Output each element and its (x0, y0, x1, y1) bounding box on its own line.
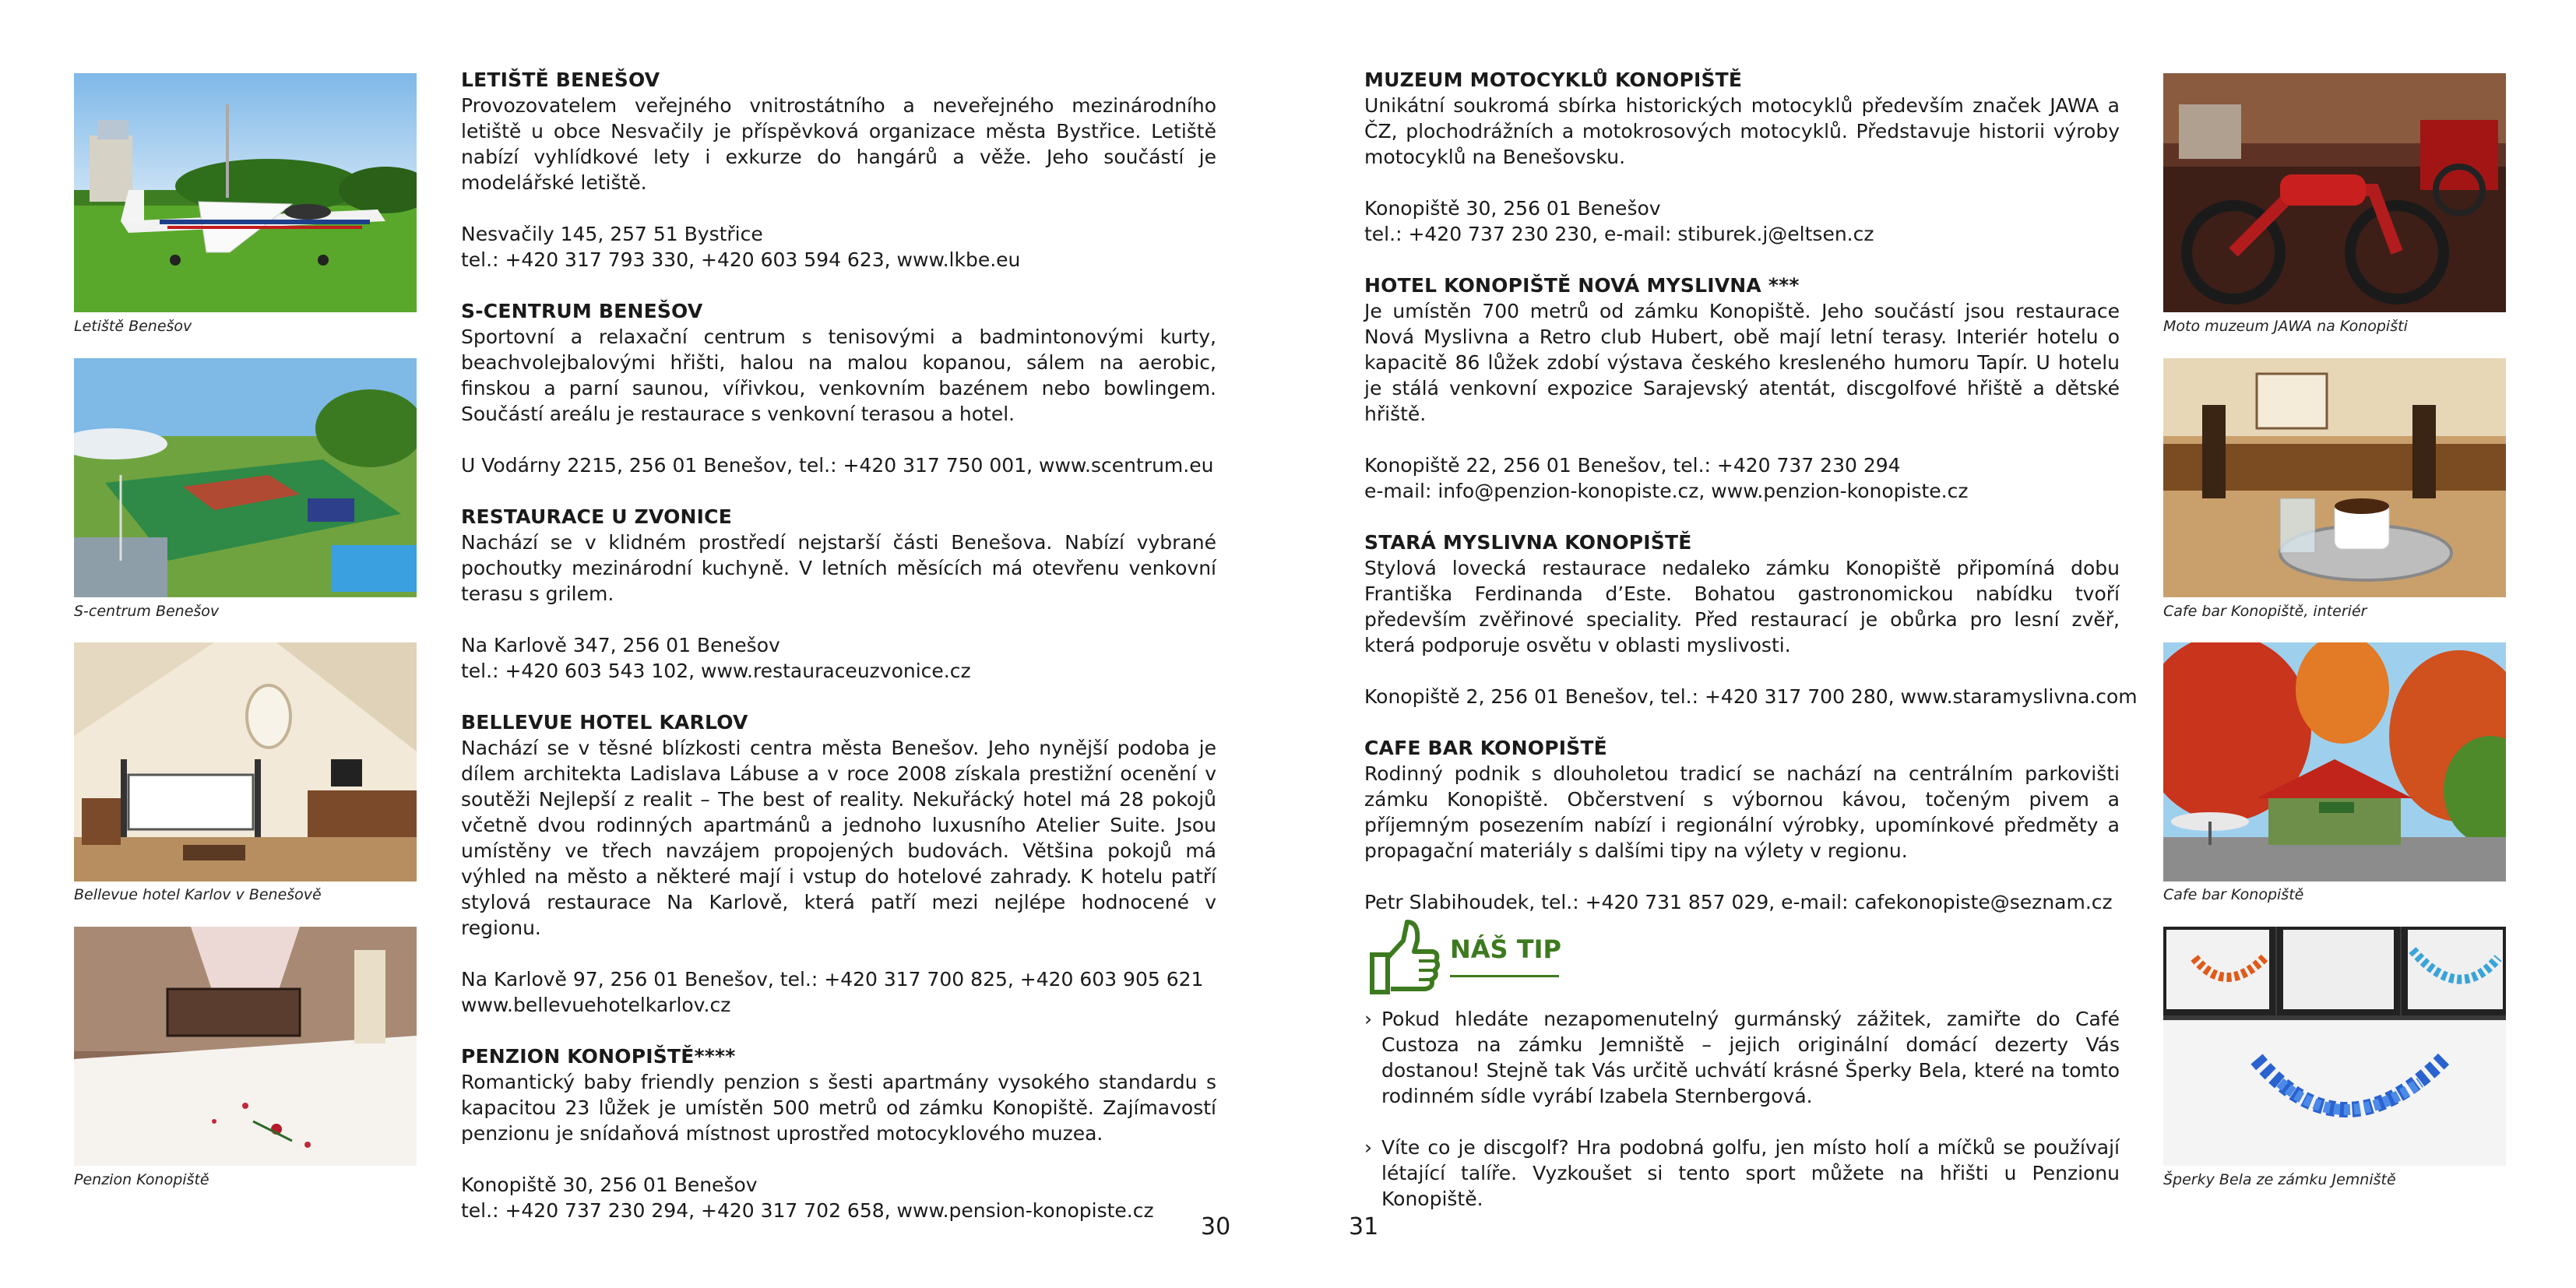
entry-s-centrum (461, 298, 1216, 478)
contact-line: tel.: +420 317 793 330, +420 603 594 623, www.lkbe.eu (461, 248, 1021, 271)
bedroom-photo (74, 927, 417, 1166)
tip-item (1364, 1135, 2120, 1212)
page-number-right: 31 (1349, 1213, 1379, 1240)
entry-contact (1364, 684, 2138, 709)
thumbs-up-icon (1364, 917, 1442, 995)
tip-item (1364, 1006, 2120, 1109)
tip-title: NÁŠ TIP (1450, 934, 1561, 964)
photo-caption: Bellevue hotel Karlov v Benešově (74, 886, 322, 903)
photo-caption: Moto muzeum JAWA na Konopišti (2163, 318, 2408, 335)
entry-stara-myslivna (1364, 530, 2138, 709)
contact-line: Konopiště 30, 256 01 Benešov (1364, 197, 1661, 220)
entry-description: Nachází se v klidném prostředí nejstarší části Benešova. Nabízí vybrané pochoutky mezinárodní kuchyně. V letních měsících má otevřenu venkovní terasu s grilem. (461, 531, 1216, 605)
entry-description: Je umístěn 700 metrů od zámku Konopiště. Jeho součástí jsou restaurace Nová Myslivna a Retro club Hubert, obě mají letní terasy. Interiér hotelu o kapacitě 86 lůžek zdobí výstava českého kresleného humoru Tapír. U hotelu je stálá venkovní expozice Sarajevský atentát, discgolfové hřiště a dětské hřiště. (1364, 300, 2120, 425)
chevron-right-icon: › (1364, 1008, 1372, 1030)
cafe-exterior-photo (2163, 642, 2506, 882)
tip-list (1364, 1006, 2120, 1237)
contact-line: www.bellevuehotelkarlov.cz (461, 994, 731, 1016)
entry-title: PENZION KONOPIŠTĚ**** (461, 1045, 736, 1068)
left-text-column (461, 67, 1216, 1249)
motorcycle-museum-photo (2163, 73, 2506, 312)
photo-caption: Penzion Konopiště (74, 1171, 209, 1188)
entry-contact (461, 221, 1216, 273)
entry-title: BELLEVUE HOTEL KARLOV (461, 711, 748, 734)
chevron-right-icon: › (1364, 1136, 1372, 1159)
contact-line: Konopiště 2, 256 01 Benešov, tel.: +420 317 700 280, www.staramyslivna.com (1364, 685, 2138, 708)
entry-contact (1364, 452, 2120, 504)
entry-muzeum-motocyklu (1364, 67, 2120, 247)
entry-title: LETIŠTĚ BENEŠOV (461, 69, 660, 91)
cafe-interior-photo (2163, 358, 2506, 597)
entry-contact (461, 966, 1216, 1018)
entry-contact (1364, 889, 2120, 915)
right-text-column (1364, 67, 2138, 941)
entry-title: S-CENTRUM BENEŠOV (461, 300, 703, 322)
photo-caption: Šperky Bela ze zámku Jemniště (2163, 1171, 2396, 1188)
contact-line: Na Karlově 347, 256 01 Benešov (461, 634, 780, 656)
tip-text: Pokud hledáte nezapomenutelný gurmánský zážitek, zamiřte do Café Custoza na zámku Jemniště – jejich originální domácí dezerty Vás dostanou! Stejně tak Vás určitě uchvátí krásné Šperky Bela, které na tomto rodinném sídle vyrábí Izabela Sternbergová. (1381, 1008, 2120, 1107)
entry-title: CAFE BAR KONOPIŠTĚ (1364, 737, 1607, 759)
entry-contact (1364, 195, 2120, 247)
contact-line: e-mail: info@penzion-konopiste.cz, www.penzion-konopiste.cz (1364, 480, 1969, 502)
contact-line: tel.: +420 737 230 294, +420 317 702 658, www.pension-konopiste.cz (461, 1199, 1154, 1222)
entry-penzion-konopiste (461, 1043, 1216, 1223)
entry-title: HOTEL KONOPIŠTĚ NOVÁ MYSLIVNA *** (1364, 274, 1800, 297)
contact-line: Na Karlově 97, 256 01 Benešov, tel.: +420 317 700 825, +420 603 905 621 (461, 968, 1204, 991)
entry-contact (461, 632, 1216, 684)
page-number-left: 30 (1201, 1213, 1231, 1240)
sports-centre-photo (74, 358, 417, 597)
entry-cafe-bar (1364, 735, 2120, 915)
contact-line: tel.: +420 603 543 102, www.restauraceuzvonice.cz (461, 660, 971, 682)
photo-caption: Cafe bar Konopiště, interiér (2163, 603, 2367, 620)
airplane-photo (74, 73, 417, 312)
entry-description: Stylová lovecká restaurace nedaleko zámku Konopiště připomíná dobu Františka Ferdinanda d’Este. Bohatou gastronomickou nabídku tvoří především zvěřinové speciality. Před restaurací je obůrka pro lesní zvěř, která podporuje osvětu v oblasti myslivosti. (1364, 557, 2120, 656)
entry-bellevue-hotel (461, 709, 1216, 1018)
entry-description: Nachází se v těsné blízkosti centra města Benešov. Jeho nynější podoba je dílem architekta Ladislava Lábuse a v roce 2008 získala prestižní ocenění v soutěži Nejlepší z realit – The best of reality. Nekuřácký hotel má 28 pokojů včetně dvou rodinných apartmánů a jednoho luxusního Atelier Suite. Jsou umístěny ve třech navzájem propojených budovách. Většina pokojů má výhled na město a některé mají i vstup do hotelové zahrady. K hotelu patří stylová restaurace Na Karlově, která patří mezi nejlépe hodnocené v regionu. (461, 737, 1216, 939)
photo-caption: Letiště Benešov (74, 318, 192, 335)
photo-caption: S-centrum Benešov (74, 603, 220, 620)
entry-description: Provozovatelem veřejného vnitrostátního a neveřejného mezinárodního letiště u obce Nesvačily je příspěvková organizace města Bystřice. Letiště nabízí vyhlídkové lety i exkurze do hangárů a věže. Jeho součástí je modelářské letiště. (461, 94, 1216, 194)
photo-caption: Cafe bar Konopiště (2163, 886, 2304, 903)
contact-line: Konopiště 30, 256 01 Benešov (461, 1174, 758, 1196)
entry-hotel-nova-myslivna (1364, 273, 2120, 504)
entry-description: Unikátní soukromá sbírka historických motocyklů především značek JAWA a ČZ, plochodrážních a motokrosových motocyklů. Představuje historii výroby motocyklů na Benešovsku. (1364, 94, 2120, 168)
contact-line: Petr Slabihoudek, tel.: +420 731 857 029, e-mail: cafekonopiste@seznam.cz (1364, 891, 2113, 913)
contact-line: U Vodárny 2215, 256 01 Benešov, tel.: +420 317 750 001, www.scentrum.eu (461, 454, 1214, 477)
entry-contact (461, 452, 1216, 478)
entry-description: Romantický baby friendly penzion s šesti apartmány vysokého standardu s kapacitou 23 lůžek je umístěn 500 metrů od zámku Konopiště. Zajímavostí penzionu je snídaňová místnost uprostřed motocyklového muzea. (461, 1071, 1216, 1145)
contact-line: Nesvačily 145, 257 51 Bystřice (461, 223, 763, 245)
hotel-room-photo (74, 642, 417, 882)
entry-letiste (461, 67, 1216, 273)
jewellery-photo (2163, 927, 2506, 1166)
entry-title: STARÁ MYSLIVNA KONOPIŠTĚ (1364, 531, 1692, 554)
entry-title: MUZEUM MOTOCYKLŮ KONOPIŠTĚ (1364, 69, 1743, 91)
entry-description: Rodinný podnik s dlouholetou tradicí se nachází na centrálním parkovišti zámku Konopiště. Občerstvení s výbornou kávou, točeným pivem a příjemným posezením nabízí i regionální výrobky, upomínkové předměty a propagační materiály s dalšími tipy na výlety v regionu. (1364, 762, 2120, 862)
entry-restaurace-u-zvonice (461, 504, 1216, 684)
entry-title: RESTAURACE U ZVONICE (461, 505, 732, 528)
contact-line: tel.: +420 737 230 230, e-mail: stiburek.j@eltsen.cz (1364, 223, 1874, 245)
tip-text: Víte co je discgolf? Hra podobná golfu, jen místo holí a míčků se používají létající talíře. Vyzkoušet si tento sport můžete na hřišti u Penzionu Konopiště. (1381, 1136, 2120, 1210)
tip-underline (1450, 975, 1559, 977)
entry-contact (461, 1172, 1216, 1223)
contact-line: Konopiště 22, 256 01 Benešov, tel.: +420 737 230 294 (1364, 454, 1901, 477)
entry-description: Sportovní a relaxační centrum s tenisovými a badmintonovými kurty, beachvolejbalovými hřišti, halou na malou kopanou, sálem na aerobic, finskou a parní saunou, vířivkou, venkovním bazénem nebo bowlingem. Součástí areálu je restaurace s venkovní terasou a hotel. (461, 326, 1216, 425)
